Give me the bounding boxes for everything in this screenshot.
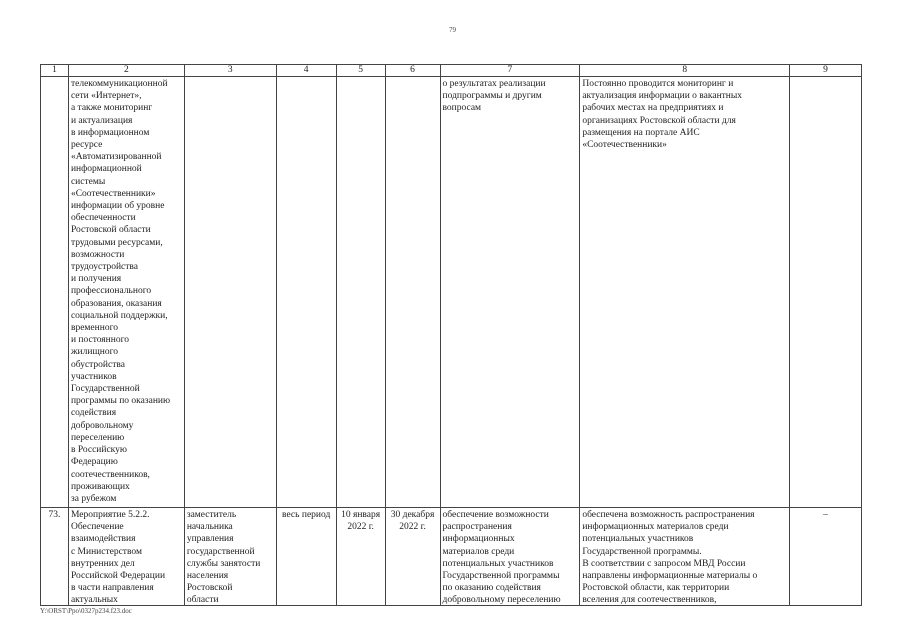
column-number-3: 3 [185, 65, 277, 77]
table-cell-col-2 [69, 77, 185, 508]
table-cell-col-3 [185, 77, 277, 508]
cell-text-line: информационных материалов среди [582, 522, 729, 533]
cell-text-line: и постоянного [70, 335, 130, 346]
column-number-4: 4 [277, 65, 337, 77]
table-cell-col-4 [277, 508, 337, 606]
cell-text-line: системы [70, 176, 106, 187]
cell-text-line: организациях Ростовской области для [582, 115, 736, 126]
cell-text-line: актуализация информации о вакантных [582, 91, 743, 102]
column-number-6: 6 [386, 65, 441, 77]
cell-text-line: – [823, 510, 828, 520]
cell-text-line: потенциальных участников [442, 558, 554, 569]
table-cell-col-5 [337, 77, 386, 508]
cell-text-line: телекоммуникационной [70, 79, 168, 89]
cell-text-line: профессионального [70, 286, 152, 297]
cell-text-line: в информационном [70, 127, 150, 138]
cell-text-line: трудоустройства [70, 262, 138, 273]
cell-text-line: обеспечение возможности [442, 510, 549, 520]
cell-text-line: участников [70, 371, 117, 382]
cell-text-line: информационной [70, 164, 142, 175]
cell-text-line: проживающих [70, 481, 130, 492]
table-cell-col-1 [41, 508, 69, 606]
cell-text-line: образования, оказания [70, 298, 162, 309]
table-cell-col-9 [790, 77, 862, 508]
cell-text-line: весь период [282, 510, 331, 520]
cell-text-line: размещения на портале АИС [582, 127, 700, 138]
cell-text-line: добровольному переселению [442, 595, 561, 606]
table-cell-col-9 [790, 508, 862, 606]
table-cell-col-7 [441, 508, 581, 606]
cell-text-line: информации об уровне [70, 201, 165, 212]
cell-text-line: за рубежом [70, 493, 117, 504]
cell-text-line: возможности [70, 249, 125, 260]
cell-text-line: направлены информационные материалы о [582, 571, 758, 582]
cell-text-line: вопросам [442, 103, 482, 114]
cell-text-line: «Соотечественники» [582, 140, 667, 151]
table-header-row [41, 65, 862, 77]
cell-text-line: распространения [442, 522, 512, 533]
cell-text-line: а также мониторинг [70, 103, 153, 114]
cell-text-line: содействия [70, 408, 117, 419]
cell-text-line: обеспечена возможность распространения [582, 510, 755, 520]
cell-text-line: области [186, 595, 219, 606]
column-number-1: 1 [41, 65, 69, 77]
cell-text-line: информационных [442, 534, 515, 545]
cell-text-line: Мероприятие 5.2.2. [70, 510, 150, 520]
cell-text-line: вселения для соотечественников, [582, 595, 717, 606]
column-number-5: 5 [337, 65, 386, 77]
table-cell-col-8 [580, 508, 790, 606]
table-cell-col-8 [580, 77, 790, 508]
table-cell-col-5 [337, 508, 386, 606]
column-number-9: 9 [790, 65, 862, 77]
cell-text-line: 30 декабря [390, 510, 435, 520]
cell-text-line: ресурсе [70, 140, 103, 151]
cell-text-line: трудовыми ресурсами, [70, 237, 163, 248]
cell-text-line: Федерацию [70, 457, 118, 468]
cell-text-line: о результатах реализации [442, 79, 546, 89]
cell-text-line: внутренних дел [70, 558, 135, 569]
cell-text-line: актуальных [70, 595, 118, 606]
cell-text-line: в части направления [70, 583, 154, 594]
table-row [41, 77, 862, 508]
cell-text-line: социальной поддержки, [70, 310, 168, 321]
column-number-2: 2 [69, 65, 185, 77]
cell-text-line: по оказанию содействия [442, 583, 541, 594]
cell-text-line: Государственной программы [442, 571, 560, 582]
cell-text-line: рабочих местах на предприятиях и [582, 103, 724, 114]
cell-text-line: добровольному [70, 420, 134, 431]
cell-text-line: 10 января [341, 510, 381, 520]
cell-text-line: обеспеченности [70, 213, 136, 224]
cell-text-line: потенциальных участников [582, 534, 694, 545]
table-cell-col-1 [41, 77, 69, 508]
cell-text-line: Государственной [70, 384, 140, 395]
table-cell-col-6 [386, 77, 441, 508]
cell-text-line: Ростовской области, как территории [582, 583, 730, 594]
cell-text-line: Российской Федерации [70, 571, 166, 582]
cell-text-line: государственной [186, 546, 255, 557]
table-row [41, 508, 862, 606]
cell-text-line: Ростовской [186, 583, 233, 594]
cell-text-line: 2022 г. [347, 522, 374, 533]
cell-text-line: управления [186, 534, 234, 545]
cell-text-line: службы занятости [186, 558, 261, 569]
table-cell-col-2 [69, 508, 185, 606]
cell-text-line: начальника [186, 522, 233, 533]
cell-text-line: временного [70, 323, 118, 334]
cell-text-line: материалов среди [442, 546, 515, 557]
cell-text-line: «Соотечественники» [70, 188, 156, 199]
table-cell-col-3 [185, 508, 277, 606]
cell-text-line: программы по оказанию [70, 396, 171, 407]
cell-text-line: соотечественников, [70, 469, 150, 480]
cell-text-line: 73. [48, 510, 61, 520]
cell-text-line: жилищного [70, 347, 119, 358]
column-number-8: 8 [580, 65, 790, 77]
cell-text-line: и получения [70, 274, 122, 285]
cell-text-line: в Российскую [70, 445, 128, 456]
cell-text-line: обустройства [70, 359, 125, 370]
page-number: 79 [449, 26, 456, 34]
table-cell-col-7 [441, 77, 581, 508]
table-cell-col-6 [386, 508, 441, 606]
cell-text-line: с Министерством [70, 546, 142, 557]
cell-text-line: подпрограммы и другим [442, 91, 542, 102]
cell-text-line: Ростовской области [70, 225, 151, 236]
cell-text-line: Государственной программы. [582, 546, 702, 557]
cell-text-line: «Автоматизированной [70, 152, 162, 163]
cell-text-line: В соответствии с запросом МВД России [582, 558, 746, 569]
cell-text-line: заместитель [186, 510, 237, 520]
report-table [40, 64, 862, 606]
cell-text-line: взаимодействия [70, 534, 136, 545]
cell-text-line: сети «Интернет», [70, 91, 142, 102]
cell-text-line: и актуализация [70, 115, 133, 126]
column-number-7: 7 [441, 65, 581, 77]
cell-text-line: 2022 г. [399, 522, 426, 533]
cell-text-line: Обеспечение [70, 522, 124, 533]
table-cell-col-4 [277, 77, 337, 508]
cell-text-line: переселению [70, 432, 125, 443]
cell-text-line: Постоянно проводится мониторинг и [582, 79, 734, 89]
file-path-footer: Y:\ORST\Ppo\0327p234.f23.doc [40, 607, 132, 615]
cell-text-line: населения [186, 571, 229, 582]
